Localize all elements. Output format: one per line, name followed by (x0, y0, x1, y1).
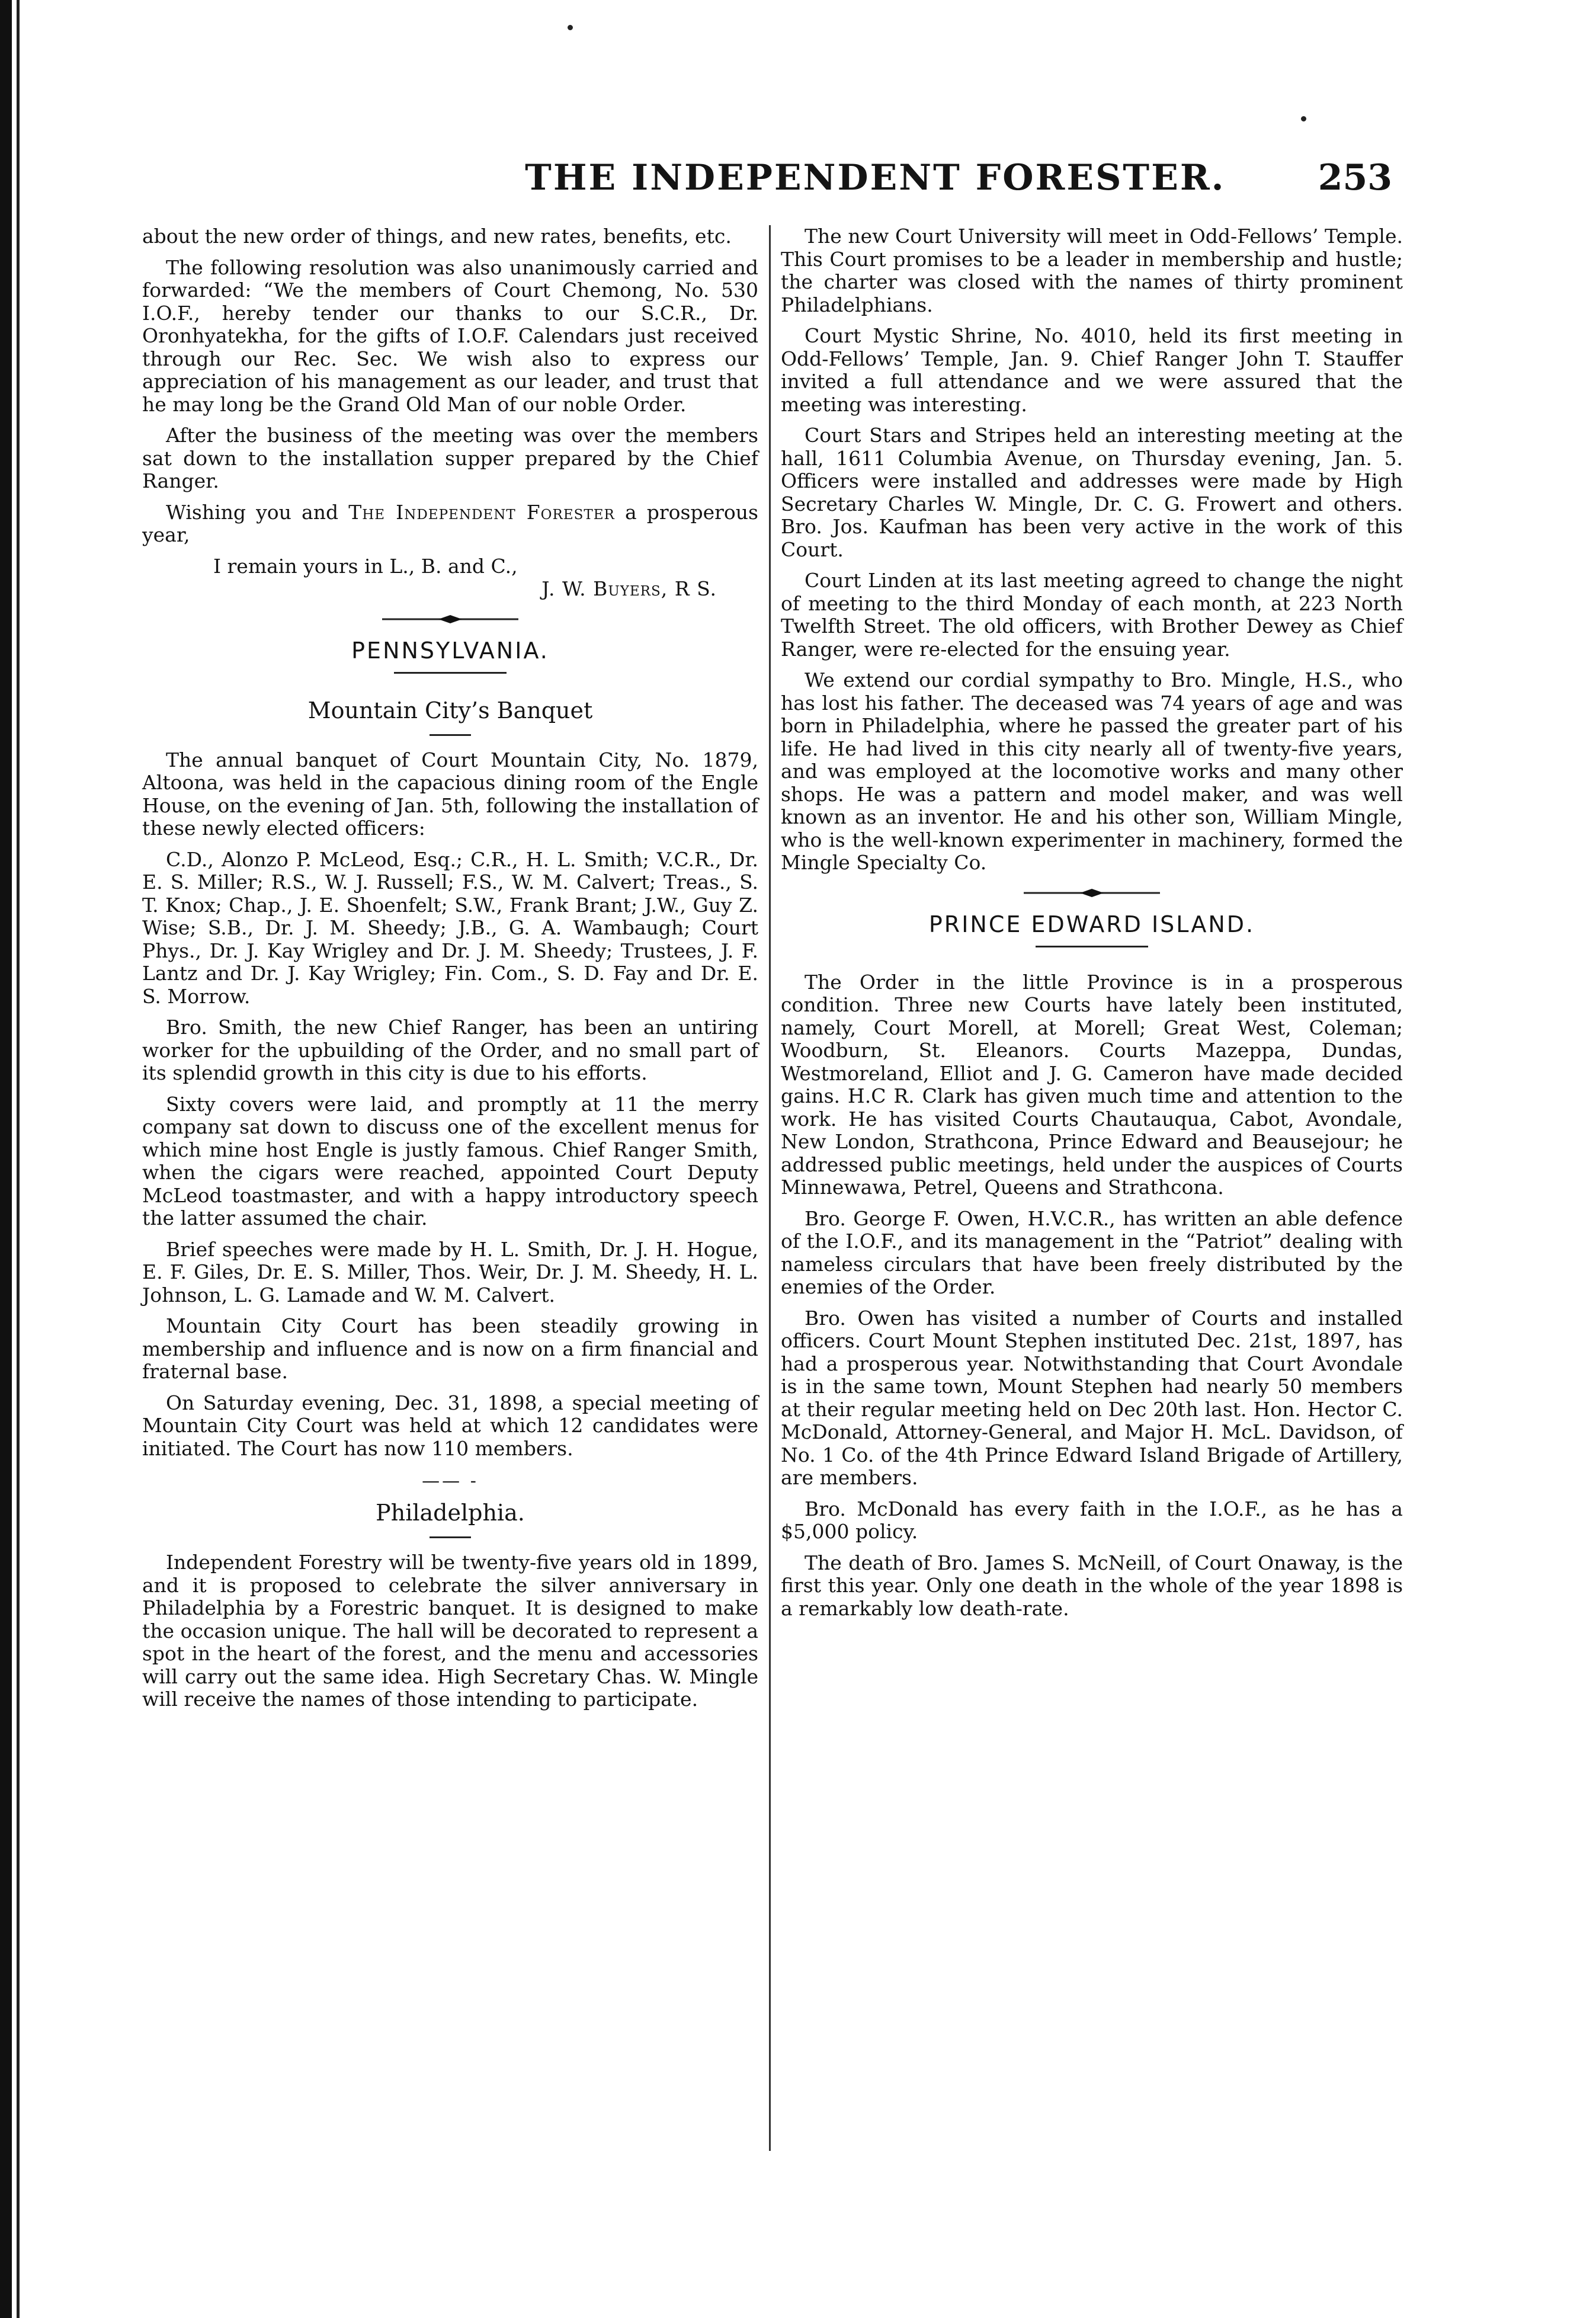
page-number: 253 (1318, 157, 1392, 198)
paragraph (142, 501, 758, 547)
paragraph: about the new order of things, and new rates, benefits, etc. (142, 225, 732, 248)
paragraph: Court Linden at its last meeting agreed to change the night of meeting to the third Monday of each month, at 223 North Twelfth Street. The old officers, with Brother Dewey as Chief Ranger, were re-elected for the ensuing year. (781, 569, 1403, 661)
print-speck (568, 25, 573, 30)
paragraph: Bro. Smith, the new Chief Ranger, has been an untiring worker for the upbuilding of the Order, and no small part of its splendid growth in this city is due to his efforts. (142, 1016, 758, 1084)
letter-signature: J. W. Buyers, R S. (541, 577, 717, 600)
paragraph: Brief speeches were made by H. L. Smith, Dr. J. H. Hogue, E. F. Giles, Dr. E. S. Miller, Thos. Weir, Dr. J. M. Sheedy, H. L. Johnson, L. G. Lamade and W. M. Calvert. (142, 1237, 758, 1307)
binding-gap (12, 0, 17, 2318)
paragraph-text: a prosperous year, (142, 500, 758, 546)
left-column (142, 225, 758, 1720)
page-header (432, 157, 1392, 198)
subheading-rule (430, 1536, 471, 1538)
paragraph: The annual banquet of Court Mountain City, No. 1879, Altoona, was held in the capacious dining room of the Engle House, on the evening of Jan. 5th, following the installation of these newly elected officers: (142, 748, 758, 840)
paragraph: C.D., Alonzo P. McLeod, Esq.; C.R., H. L. Smith; V.C.R., Dr. E. S. Miller; R.S., W. J. Russell; F.S., W. M. Calvert; Treas., S. T. Knox; Chap., J. E. Shoenfelt; S.W., Frank Brant; J.W., Guy Z. Wise; S.B., Dr. J. M. Sheedy; J.B., G. A. Wambaugh; Court Phys., Dr. J. Kay Wrigley and Dr. J. M. Sheedy; Trustees, J. F. Lantz and Dr. J. Kay Wrigley; Fin. Com., S. D. Fay and Dr. E. S. Morrow. (142, 847, 758, 1008)
section-divider-ornament (382, 614, 518, 625)
section-heading-pennsylvania: PENNSYLVANIA. (351, 637, 549, 664)
binding-line (17, 0, 20, 2318)
paragraph: Court Mystic Shrine, No. 4010, held its first meeting in Odd-Fellows’ Temple, Jan. 9. Chief Ranger John T. Stauffer invited a full attendance and we were assured that the meeting was interesting. (781, 324, 1403, 416)
paragraph: Sixty covers were laid, and promptly at 11 the merry company sat down to discuss one of the excellent menus for which mine host Engle is justly famous. Chief Ranger Smith, when the cigars were reached, appointed Court Deputy McLeod toastmaster, and with a happy introductory speech the latter assumed the chair. (142, 1092, 758, 1230)
heading-underline (1036, 946, 1148, 947)
paragraph: Court Stars and Stripes held an interesting meeting at the hall, 1611 Columbia Avenue, on Thursday evening, Jan. 5. Officers were installed and addresses were made by High Secretary Charles W. Mingle, Dr. C. G. Frowert and others. Bro. Jos. Kaufman has been very active in the work of this Court. (781, 424, 1403, 561)
subheading-rule (430, 734, 471, 736)
letter-closing: I remain yours in L., B. and C., (213, 554, 518, 578)
right-column (781, 225, 1403, 1628)
paragraph: After the business of the meeting was over the members sat down to the installation supper prepared by the Chief Ranger. (142, 424, 758, 492)
subheading-philadelphia: Philadelphia. (376, 1500, 525, 1526)
paragraph: The death of Bro. James S. McNeill, of Court Onaway, is the first this year. Only one death in the whole of the year 1898 is a remarkably low death-rate. (781, 1551, 1403, 1620)
paragraph: The new Court University will meet in Odd-Fellows’ Temple. This Court promises to be a leader in membership and hustle; the charter was closed with the names of thirty prominent Philadelphians. (781, 225, 1403, 316)
paragraph: The Order in the little Province is in a prosperous condition. Three new Courts have lately been instituted, namely, Court Morell, at Morell; Great West, Coleman; Woodburn, St. Eleanors. Courts Mazeppa, Dundas, Westmoreland, Elliot and J. G. Cameron have made decided gains. H.C R. Clark has given much time and attention to the work. He has visited Courts Chautauqua, Cabot, Avondale, New London, Strathcona, Prince Edward and Beausejour; he addressed public meetings, held under the auspices of Courts Minnewawa, Petrel, Queens and Strathcona. (781, 970, 1403, 1199)
short-divider: —— - (422, 1471, 479, 1491)
paragraph: Bro. George F. Owen, H.V.C.R., has written an able defence of the I.O.F., and its management in the “Patriot” dealing with nameless circulars that have been freely distributed by the enemies of the Order. (781, 1206, 1403, 1298)
paragraph: The following resolution was also unanimously carried and forwarded: “We the members of Court Chemong, No. 530 I.O.F., hereby tender our thanks to our S.C.R., Dr. Oronhyatekha, for the gifts of I.O.F. Calendars just received through our Rec. Sec. We wish also to express our appreciation of his management as our leader, and trust that he may long be the Grand Old Man of our noble Order. (142, 255, 758, 416)
paragraph: Bro. McDonald has every faith in the I.O.F., as he has a $5,000 policy. (781, 1497, 1403, 1543)
paragraph: Mountain City Court has been steadily growing in membership and influence and is now on a firm financial and fraternal base. (142, 1314, 758, 1383)
column-rule (769, 225, 771, 2151)
section-divider-ornament (1024, 888, 1160, 898)
paper-name: The Independent Forester (348, 500, 615, 524)
paragraph: On Saturday evening, Dec. 31, 1898, a special meeting of Mountain City Court was held at which 12 candidates were initiated. The Court has now 110 members. (142, 1391, 758, 1460)
paragraph: We extend our cordial sympathy to Bro. Mingle, H.S., who has lost his father. The deceased was 74 years of age and was born in Philadelphia, where he passed the greater part of his life. He had lived in this city nearly all of twenty-five years, and was employed at the locomotive works and many other shops. He was a pattern and model maker, and was well known as an inventor. He and his other son, William Mingle, who is the well-known experimenter in machinery, formed the Mingle Specialty Co. (781, 668, 1403, 874)
paragraph: Independent Forestry will be twenty-five years old in 1899, and it is proposed to celebrate the silver anniversary in Philadelphia by a Forestric banquet. It is designed to make the occasion unique. The hall will be decorated to represent a spot in the heart of the forest, and the menu and accessories will carry out the same idea. High Secretary Chas. W. Mingle will receive the names of those intending to participate. (142, 1551, 758, 1711)
paragraph-text: Wishing you and (166, 500, 339, 524)
running-head: THE INDEPENDENT FORESTER. (525, 157, 1226, 198)
heading-underline (394, 672, 507, 674)
print-speck (1301, 116, 1306, 121)
binding-edge (0, 0, 12, 2318)
subheading-mountain-city: Mountain City’s Banquet (307, 697, 593, 723)
section-heading-prince-edward-island: PRINCE EDWARD ISLAND. (928, 911, 1255, 937)
paragraph: Bro. Owen has visited a number of Courts and installed officers. Court Mount Stephen instituted Dec. 21st, 1897, has had a prosperous year. Notwithstanding that Court Avondale is in the same town, Mount Stephen had nearly 50 members at their regular meeting held on Dec 20th last. Hon. Hector C. McDonald, Attorney-General, and Major H. McL. Davidson, of No. 1 Co. of the 4th Prince Edward Island Brigade of Artillery, are members. (781, 1306, 1403, 1489)
